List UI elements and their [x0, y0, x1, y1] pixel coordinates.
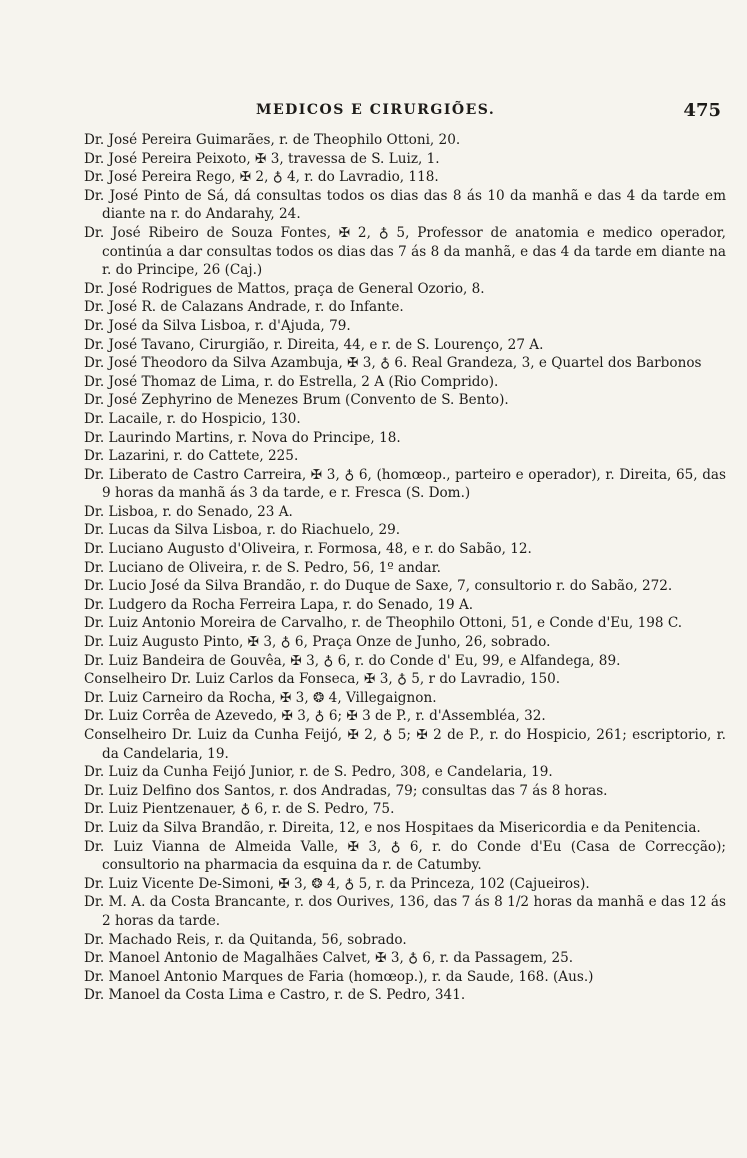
directory-entry: Dr. Manoel Antonio de Magalhães Calvet, ✠ 3, ♁ 6, r. da Passagem, 25. — [84, 950, 574, 967]
directory-entry: Dr. Luciano Augusto d'Oliveira, r. Formosa, 48, e r. do Sabão, 12. — [84, 541, 532, 558]
directory-entry: Dr. José Pereira Guimarães, r. de Theophilo Ottoni, 20. — [84, 132, 461, 148]
directory-entry: Dr. Ludgero da Rocha Ferreira Lapa, r. do Senado, 19 A. — [84, 596, 474, 613]
directory-entry: Dr. Liberato de Castro Carreira, ✠ 3, ♁ 6, (homœop., parteiro e operador), r. Direita, 65, das 9 horas da manhã ás 3 da tarde, e r. Fresca (S. Dom.) — [84, 466, 726, 502]
directory-entry: Dr. José Zephyrino de Menezes Brum (Convento de S. Bento). — [84, 392, 509, 409]
directory-list — [84, 131, 726, 1005]
page-number: 475 — [683, 100, 721, 121]
directory-entry: Dr. Luiz Bandeira de Gouvêa, ✠ 3, ♁ 6, r. do Conde d' Eu, 99, e Alfandega, 89. — [84, 652, 621, 669]
running-title: MEDICOS E CIRURGIÕES. — [256, 102, 496, 118]
directory-entry: Dr. Lucas da Silva Lisboa, r. do Riachuelo, 29. — [84, 522, 401, 539]
directory-entry: Dr. Lucio José da Silva Brandão, r. do Duque de Saxe, 7, consultorio r. do Sabão, 272. — [84, 578, 673, 595]
directory-entry: Dr. José Pereira Rego, ✠ 2, ♁ 4, r. do Lavradio, 118. — [84, 169, 439, 186]
directory-entry: Dr. José Theodoro da Silva Azambuja, ✠ 3, ♁ 6. Real Grandeza, 3, e Quartel dos Barbonos — [84, 355, 702, 372]
directory-entry: Dr. José Rodrigues de Mattos, praça de General Ozorio, 8. — [84, 280, 485, 297]
directory-entry: Dr. Luiz da Silva Brandão, r. Direita, 12, e nos Hospitaes da Misericordia e da Penitencia. — [84, 819, 701, 836]
directory-entry: Dr. Machado Reis, r. da Quitanda, 56, sobrado. — [84, 931, 407, 948]
directory-entry: Dr. José R. de Calazans Andrade, r. do Infante. — [84, 299, 404, 316]
directory-entry: Dr. José Pereira Peixoto, ✠ 3, travessa de S. Luiz, 1. — [84, 150, 440, 167]
directory-entry: Dr. Lazarini, r. do Cattete, 225. — [84, 448, 299, 465]
directory-entry: Dr. José Thomaz de Lima, r. do Estrella, 2 A (Rio Comprido). — [84, 373, 499, 390]
directory-entry: Dr. Manoel Antonio Marques de Faria (homœop.), r. da Saude, 168. (Aus.) — [84, 968, 594, 985]
directory-entry: Dr. Laurindo Martins, r. Nova do Principe, 18. — [84, 429, 401, 446]
directory-entry: Dr. Luciano de Oliveira, r. de S. Pedro, 56, 1º andar. — [84, 559, 441, 576]
directory-entry: Dr. M. A. da Costa Brancante, r. dos Ourives, 136, das 7 ás 8 1/2 horas da manhã e das 12 ás 2 horas da tarde. — [84, 894, 726, 929]
directory-entry: Dr. José Tavano, Cirurgião, r. Direita, 44, e r. de S. Lourenço, 27 A. — [84, 336, 544, 353]
directory-entry: Dr. José Pinto de Sá, dá consultas todos os dias das 8 ás 10 da manhã e das 4 da tarde em diante na r. do Andarahy, 24. — [84, 187, 726, 223]
page-header — [84, 100, 721, 124]
directory-entry: Dr. Luiz Antonio Moreira de Carvalho, r. de Theophilo Ottoni, 51, e Conde d'Eu, 198 C. — [84, 615, 683, 632]
directory-entry: Dr. Lisboa, r. do Senado, 23 A. — [84, 503, 293, 520]
directory-entry: Dr. Lacaile, r. do Hospicio, 130. — [84, 410, 301, 427]
directory-entry: Dr. Luiz Vianna de Almeida Valle, ✠ 3, ♁ 6, r. do Conde d'Eu (Casa de Correcção); consultorio na pharmacia da esquina da r. de Catumby. — [84, 838, 726, 874]
directory-entry: Dr. José Ribeiro de Souza Fontes, ✠ 2, ♁ 5, Professor de anatomia e medico operador, continúa a dar consultas todos os dias das 7 ás 8 da manhã, e das 4 da tarde em diante na r. do Principe, 26 (Caj.) — [84, 224, 726, 279]
directory-entry: Dr. Luiz Delfino dos Santos, r. dos Andradas, 79; consultas das 7 ás 8 horas. — [84, 782, 608, 799]
directory-entry: Dr. José da Silva Lisboa, r. d'Ajuda, 79. — [84, 317, 351, 334]
directory-entry: Conselheiro Dr. Luiz da Cunha Feijó, ✠ 2, ♁ 5; ✠ 2 de P., r. do Hospicio, 261; escriptorio, r. da Candelaria, 19. — [84, 727, 726, 762]
directory-entry: Dr. Luiz Carneiro da Rocha, ✠ 3, ❂ 4, Villegaignon. — [84, 689, 437, 706]
directory-entry: Dr. Luiz Corrêa de Azevedo, ✠ 3, ♁ 6; ✠ 3 de P., r. d'Assembléa, 32. — [84, 708, 546, 725]
directory-entry: Conselheiro Dr. Luiz Carlos da Fonseca, ✠ 3, ♁ 5, r do Lavradio, 150. — [84, 671, 561, 688]
directory-entry: Dr. Luiz da Cunha Feijó Junior, r. de S. Pedro, 308, e Candelaria, 19. — [84, 764, 553, 781]
directory-entry: Dr. Luiz Augusto Pinto, ✠ 3, ♁ 6, Praça Onze de Junho, 26, sobrado. — [84, 634, 551, 651]
directory-entry: Dr. Luiz Vicente De-Simoni, ✠ 3, ❂ 4, ♁ 5, r. da Princeza, 102 (Cajueiros). — [84, 875, 590, 892]
directory-entry: Dr. Luiz Pientzenauer, ♁ 6, r. de S. Pedro, 75. — [84, 801, 395, 818]
directory-entry: Dr. Manoel da Costa Lima e Castro, r. de S. Pedro, 341. — [84, 987, 466, 1004]
